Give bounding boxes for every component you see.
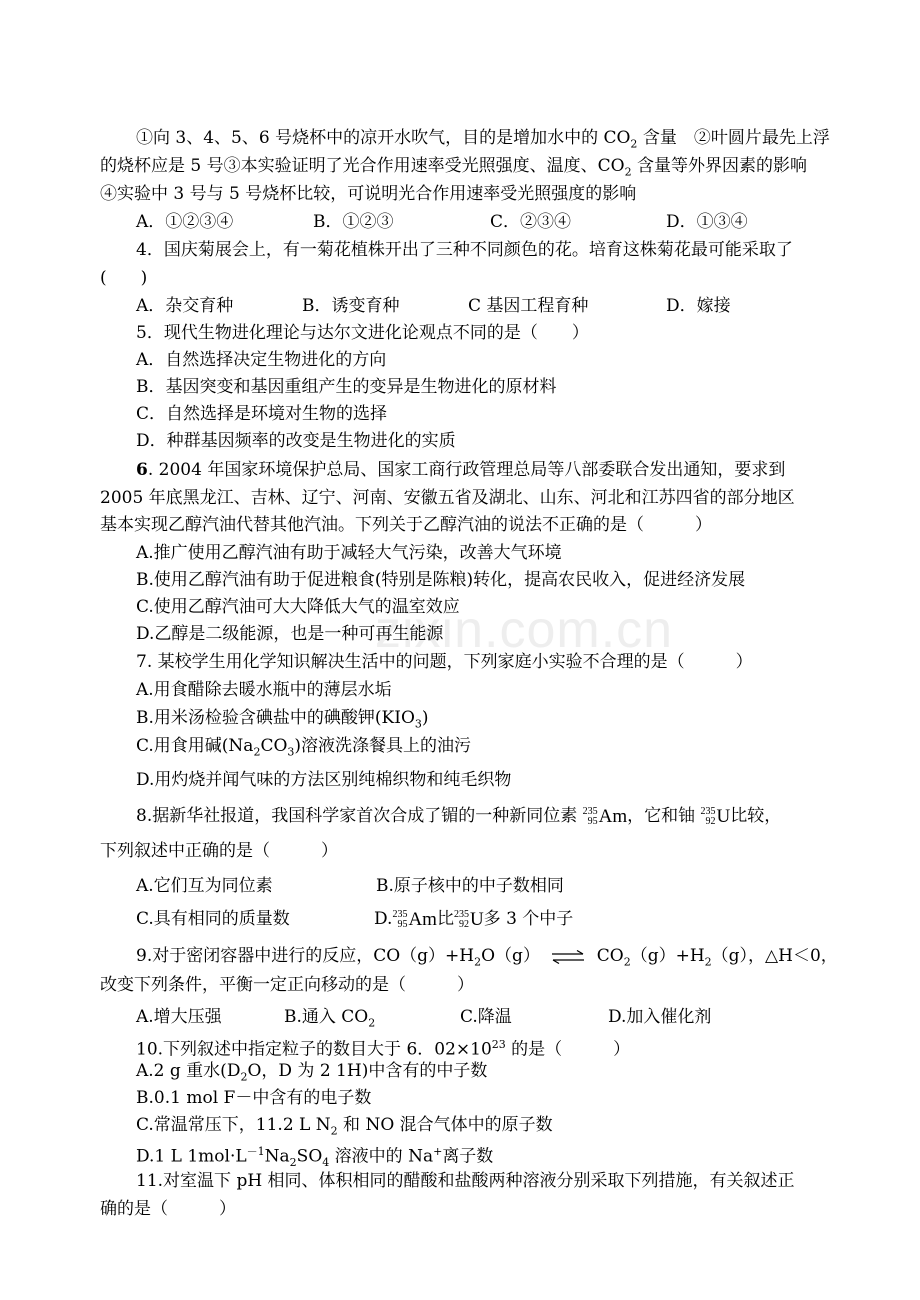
q5-option-a: A．自然选择决定生物进化的方向	[136, 350, 387, 370]
q4-option-c: C 基因工程育种	[468, 296, 589, 316]
q10-option-c: C.常温常压下，11.2 L $N_2$ 和 NO 混合气体中的原子数	[136, 1115, 553, 1138]
q6-option-c: C.使用乙醇汽油可大大降低大气的温室效应	[136, 597, 460, 617]
q7-stem: 7. 某校学生用化学知识解决生活中的问题，下列家庭小实验不合理的是（ ）	[136, 652, 753, 672]
q5-option-c: C．自然选择是环境对生物的选择	[136, 404, 388, 424]
q8-options-ab	[136, 873, 564, 899]
q6-option-b: B.使用乙醇汽油有助于促进粮食(特别是陈粮)转化，提高农民收入，促进经济发展	[136, 570, 746, 590]
q6-stem: 6. 2004 年国家环境保护总局、国家工商行政管理总局等八部委联合发出通知，要求到	[136, 460, 786, 480]
uranium-nuclide: 235 92 U	[700, 805, 731, 827]
q8-stem: 8.据新华社报道，我国科学家首次合成了镅的一种新同位素 235 95 Am ，它和铀 235 92 U 比较，	[136, 803, 781, 830]
watermark: zixin.com.cn	[375, 601, 674, 659]
q8-options-cd	[136, 906, 573, 933]
q7-option-d: D.用灼烧并闻气味的方法区别纯棉织物和纯毛织物	[136, 770, 512, 790]
q3-line1: ①向 3、4、5、6 号烧杯中的凉开水吹气，目的是增加水中的 $CO_2$ 含量 ②叶圆片最先上浮	[136, 128, 830, 151]
q10-stem: 10.下列叙述中指定粒子的数目大于 6．$02\times 10^{23}$ 的是（ ）	[136, 1038, 631, 1060]
q4-option-a: A．杂交育种	[136, 296, 234, 316]
q9-option-b: B.通入 $CO_2$	[284, 1007, 376, 1030]
q3-options	[136, 209, 748, 235]
q7-option-c: C.用食用碱$(Na_2CO_3)$溶液洗涤餐具上的油污	[136, 736, 472, 759]
q3-line2: 的烧杯应是 5 号③本实验证明了光合作用速率受光照强度、温度、$CO_2$ 含量等外界因素的影响	[100, 156, 807, 179]
q11-stem: 11.对室温下 pH 相同、体积相同的醋酸和盐酸两种溶液分别采取下列措施，有关叙述正	[136, 1171, 795, 1191]
q3-option-c: C．②③④	[490, 212, 572, 232]
q3-option-b: B．①②③	[313, 212, 394, 232]
q5-option-d: D．种群基因频率的改变是生物进化的实质	[136, 431, 456, 451]
q4-stem-paren: ( )	[100, 268, 148, 288]
q5-stem: 5．现代生物进化理论与达尔文进化论观点不同的是（ ）	[136, 323, 589, 343]
q4-options	[136, 293, 731, 319]
q8-stem-2: 下列叙述中正确的是（ ）	[100, 841, 338, 861]
q10-option-a: A.2 g 重水($D_2O$，D 为 2 1H)中含有的中子数	[136, 1061, 488, 1084]
q8-option-b: B.原子核中的中子数相同	[376, 876, 564, 896]
q9-stem-2: 改变下列条件，平衡一定正向移动的是（ ）	[100, 975, 474, 995]
q9-option-a: A.增大压强	[136, 1007, 222, 1027]
q4-option-d: D．嫁接	[666, 296, 731, 316]
q6-stem-3: 基本实现乙醇汽油代替其他汽油。下列关于乙醇汽油的说法不正确的是（ ）	[100, 515, 712, 535]
q9-option-d: D.加入催化剂	[608, 1007, 712, 1027]
q11-stem-2: 确的是（ ）	[100, 1199, 236, 1219]
americium-nuclide: 235 95 Am	[582, 805, 628, 827]
q3-line3: ④实验中 3 号与 5 号烧杯比较，可说明光合作用速率受光照强度的影响	[100, 184, 637, 204]
q4-option-b: B．诱变育种	[302, 296, 400, 316]
q7-option-a: A.用食醋除去暖水瓶中的薄层水垢	[136, 680, 392, 700]
q8-option-d: D. 235 95 Am 比 235 92 U 多 3 个中子	[374, 908, 574, 930]
q6-option-a: A.推广使用乙醇汽油有助于减轻大气污染，改善大气环境	[136, 543, 562, 563]
q10-option-b: B.0.1 mol F－中含有的电子数	[136, 1088, 372, 1108]
q6-option-d: D.乙醇是二级能源，也是一种可再生能源	[136, 624, 444, 644]
q7-option-b: B.用米汤检验含碘盐中的碘酸钾$(KIO_3)$	[136, 708, 429, 731]
equilibrium-arrow-icon	[551, 950, 585, 964]
q5-option-b: B．基因突变和基因重组产生的变异是生物进化的原材料	[136, 377, 557, 397]
q8-option-a: A.它们互为同位素	[136, 876, 273, 896]
q4-stem: 4．国庆菊展会上，有一菊花植株开出了三种不同颜色的花。培育这株菊花最可能采取了	[136, 240, 793, 260]
q6-stem-2: 2005 年底黑龙江、吉林、辽宁、河南、安徽五省及湖北、山东、河北和江苏四省的部分地区	[100, 488, 795, 508]
q9-stem: 9.对于密闭容器中进行的反应，$CO(g)+H_2O(g)$ $CO_2(g)+H_2(g)$，△H＜0，	[136, 946, 838, 969]
q8-option-c: C.具有相同的质量数	[136, 909, 290, 929]
q3-option-d: D．①③④	[666, 212, 748, 232]
q3-option-a: A．①②③④	[136, 212, 234, 232]
q9-option-c: C.降温	[460, 1007, 512, 1027]
q10-option-d: D.1 L $1mol\cdot L^{-1}Na_2SO_4$ 溶液中的 Na+离子数	[136, 1145, 494, 1170]
